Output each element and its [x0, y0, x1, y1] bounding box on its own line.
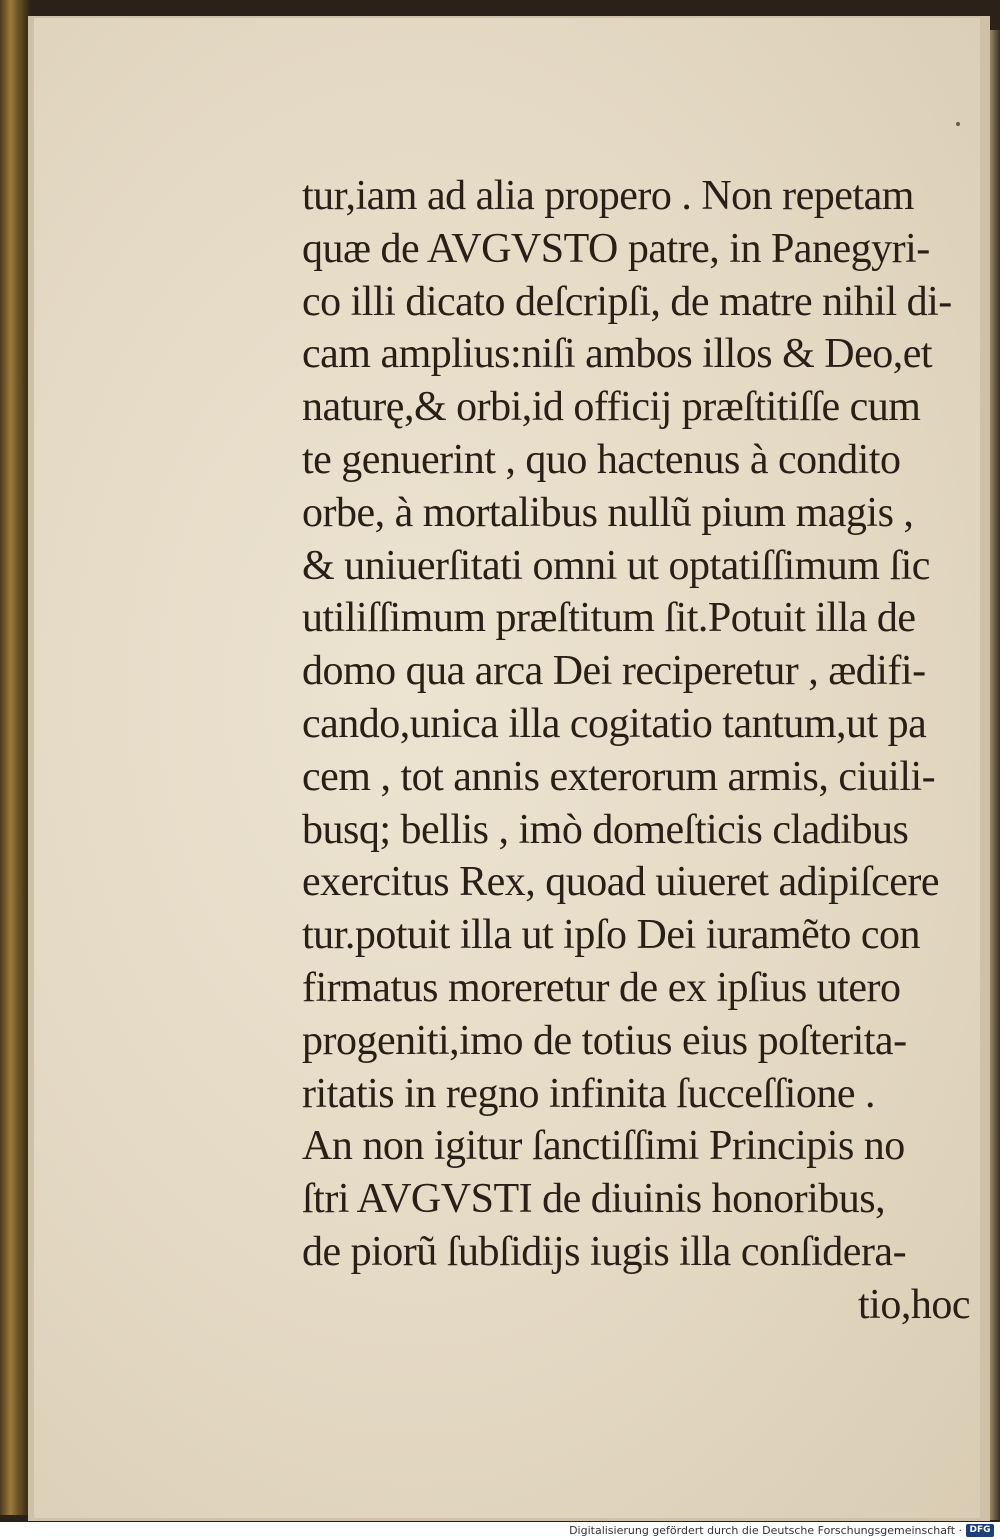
text-line: utiliſſimum præſtitum ſit.Potuit illa de	[302, 595, 916, 642]
dfg-logo: DFG	[966, 1524, 994, 1537]
text-line: domo qua arca Dei reciperetur , ædifi-	[302, 648, 926, 695]
text-line: cam amplius:niſi ambos illos & Deo,et	[302, 331, 933, 378]
text-line: cem , tot annis exterorum armis, ciuili-	[302, 753, 936, 800]
text-line: orbe, à mortalibus nullũ pium magis ,	[302, 489, 914, 536]
ink-speck	[956, 122, 960, 126]
text-line: tur.potuit illa ut ipſo Dei iuramẽto con	[302, 912, 921, 959]
text-line: busq; bellis , imò domeſticis cladibus	[302, 806, 909, 853]
page-text-block	[302, 170, 970, 1332]
text-line: exercitus Rex, quoad uiueret adipiſcere	[302, 859, 940, 906]
text-line: naturę,& orbi,id officij præſtitiſſe cum	[302, 384, 921, 431]
text-line: de piorũ ſubſidijs iugis illa conſidera-	[302, 1228, 907, 1275]
funding-credit: Digitalisierung gefördert durch die Deutsche Forschungsgemeinschaft ·	[569, 1524, 962, 1537]
text-line: te genuerint , quo hactenus à condito	[302, 436, 901, 483]
text-line: firmatus moreretur de ex ipſius utero	[302, 964, 901, 1011]
text-line: ritatis in regno infinita ſucceſſione .	[302, 1070, 875, 1117]
text-line: & uniuerſitati omni ut optatiſſimum ſic	[302, 542, 930, 589]
text-line: progeniti,imo de totius eius poſterita-	[302, 1017, 907, 1064]
book-binding	[0, 0, 30, 1515]
text-line: tur,iam ad alia propero . Non repetam	[302, 173, 914, 219]
text-line: cando,unica illa cogitatio tantum,ut pa	[302, 700, 927, 747]
text-line: quæ de AVGVSTO patre, in Panegyri-	[302, 225, 930, 272]
text-line: An non igitur ſanctiſſimi Principis no	[302, 1123, 905, 1170]
text-line: ſtri AVGVSTI de diuinis honoribus,	[302, 1176, 886, 1223]
text-line: co illi dicato deſcripſi, de matre nihil di-	[302, 278, 952, 325]
catchword: tio,hoc	[858, 1281, 970, 1328]
